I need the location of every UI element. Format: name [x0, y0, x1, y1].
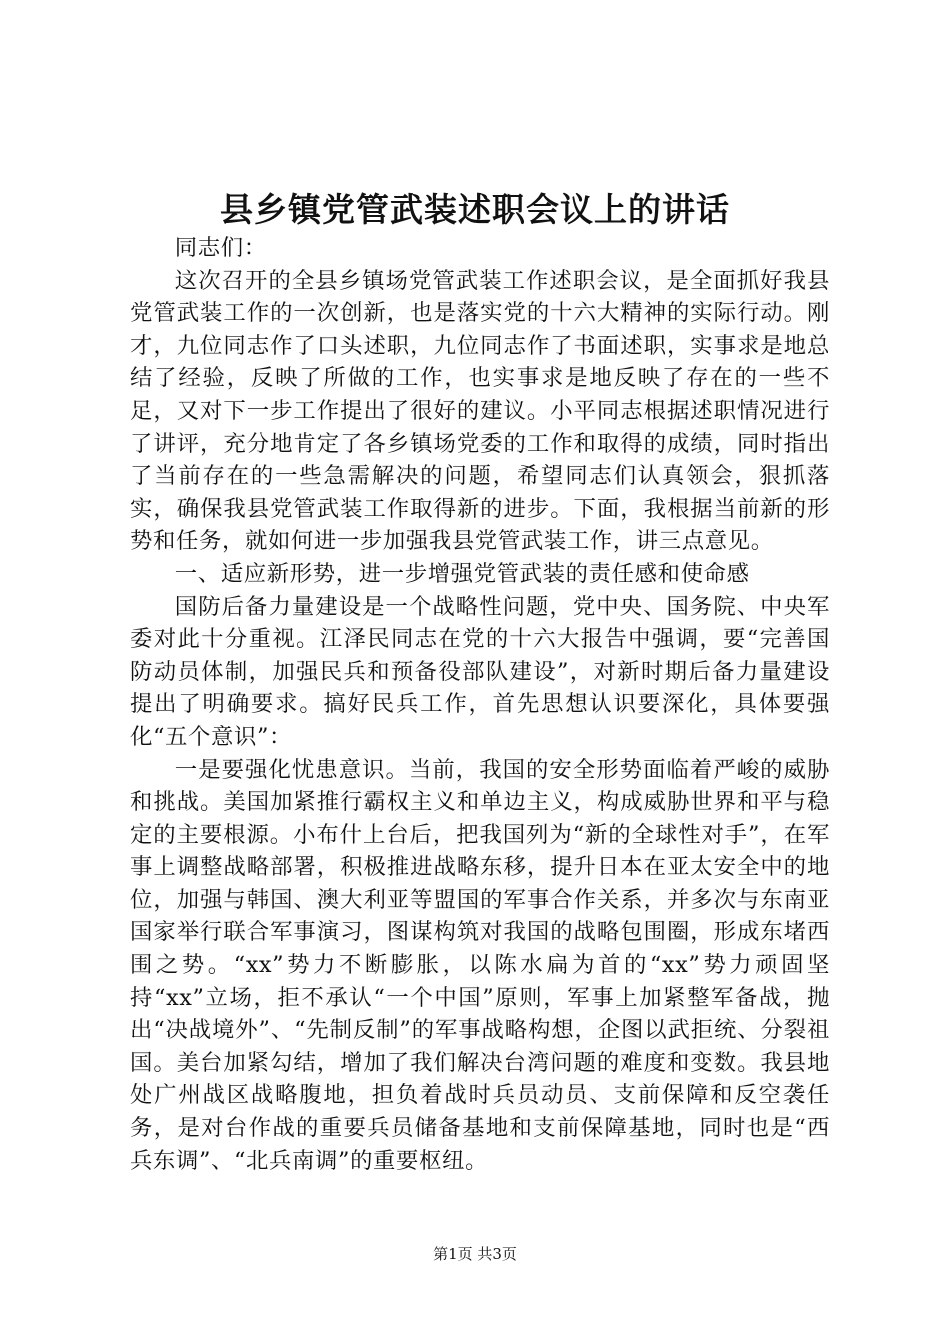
section-heading: 一、适应新形势，进一步增强党管武装的责任感和使命感: [174, 560, 750, 587]
body-paragraph: 一是要强化忧患意识。当前，我国的安全形势面临着严峻的威胁和挑战。美国加紧推行霸权主义和单边主义，构成威胁世界和平与稳定的主要根源。小布什上台后，把我国列为“新的全球性对手”，在军事上调整战略部署，积极推进战略东移，提升日本在亚太安全中的地位，加强与韩国、澳大利亚等盟国的军事合作关系，并多次与东南亚国家举行联合军事演习，图谋构筑对我国的战略包围圈，形成东堵西围之势。“xx”势力不断膨胀，以陈水扁为首的“xx”势力顽固坚持“xx”立场，拒不承认“一个中国”原则，军事上加紧整军备战，抛出“决战境外”、“先制反制”的军事战略构想，企图以武拒统、分裂祖国。美台加紧勾结，增加了我们解决台湾问题的难度和变数。我县地处广州战区战略腹地，担负着战时兵员动员、支前保障和反空袭任务，是对台作战的重要兵员储备基地和支前保障基地，同时也是“西兵东调”、“北兵南调”的重要枢纽。: [130, 756, 830, 1174]
page-number-footer: 第1页 共3页: [433, 1245, 517, 1263]
body-paragraph: 这次召开的全县乡镇场党管武装工作述职会议，是全面抓好我县党管武装工作的一次创新，也是落实党的十六大精神的实际行动。刚才，九位同志作了口头述职，九位同志作了书面述职，实事求是地总结了经验，反映了所做的工作，也实事求是地反映了存在的一些不足，又对下一步工作提出了很好的建议。小平同志根据述职情况进行了讲评，充分地肯定了各乡镇场党委的工作和取得的成绩，同时指出了当前存在的一些急需解决的问题，希望同志们认真领会，狠抓落实，确保我县党管武装工作取得新的进步。下面，我根据当前新的形势和任务，就如何进一步加强我县党管武装工作，讲三点意见。: [130, 267, 830, 555]
document-title: 县乡镇党管武装述职会议上的讲话: [220, 190, 730, 229]
salutation: 同志们：: [174, 235, 267, 261]
body-paragraph: 国防后备力量建设是一个战略性问题，党中央、国务院、中央军委对此十分重视。江泽民同志在党的十六大报告中强调，要“完善国防动员体制，加强民兵和预备役部队建设”，对新时期后备力量建设提出了明确要求。搞好民兵工作，首先思想认识要深化，具体要强化“五个意识”：: [130, 593, 830, 750]
document-body: [130, 232, 830, 1177]
